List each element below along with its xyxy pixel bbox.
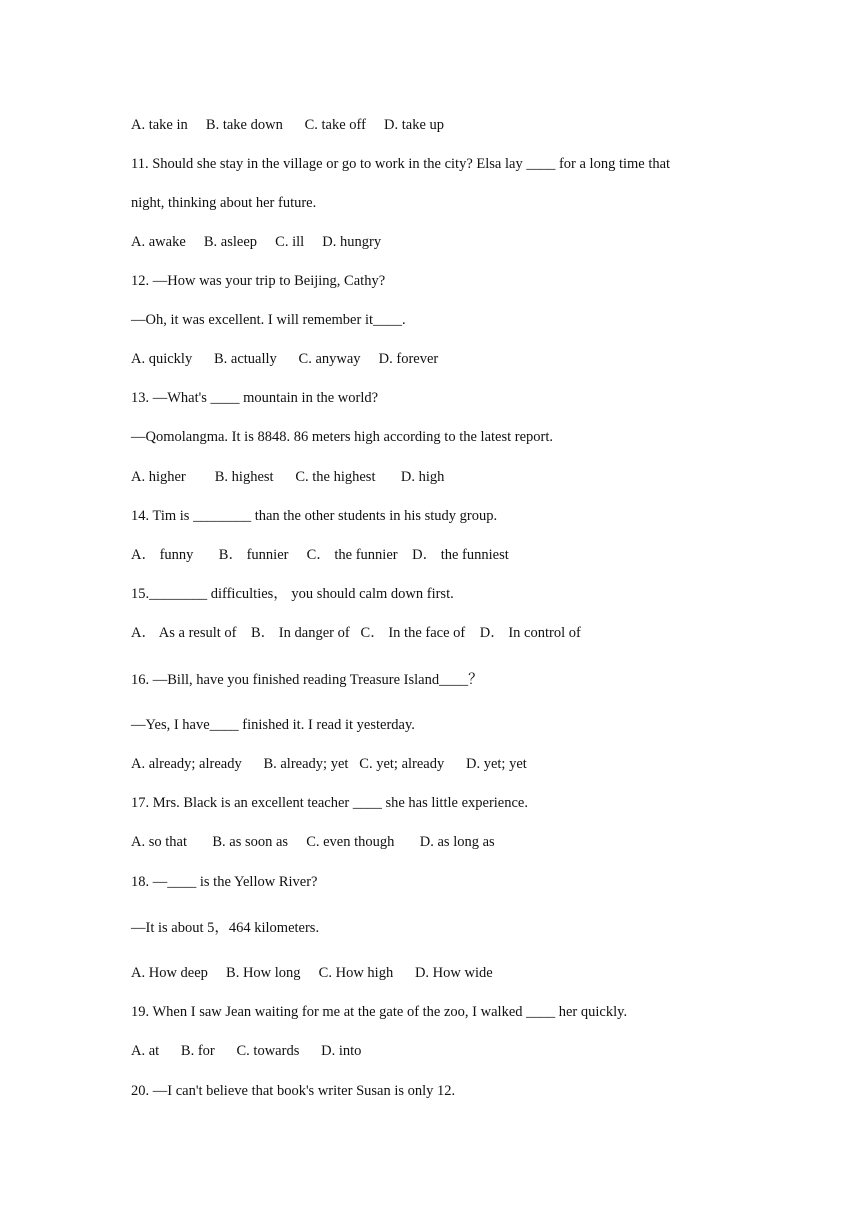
q11-question-cont: night, thinking about her future. bbox=[131, 195, 317, 211]
q12-answer-line: —Oh, it was excellent. I will remember it____. bbox=[131, 312, 406, 328]
q15-options: A． As a result of B． In danger of C． In the face of D． In control of bbox=[131, 625, 581, 641]
q13-answer-line: —Qomolangma. It is 8848. 86 meters high according to the latest report. bbox=[131, 429, 554, 445]
q19-options: A. at B. for C. towards D. into bbox=[131, 1043, 362, 1059]
q18-options: A. How deep B. How long C. How high D. How wide bbox=[131, 965, 493, 981]
q16-question: 16. —Bill, have you finished reading Treasure Island____？ bbox=[131, 672, 483, 688]
q15-question: 15.________ difficulties， you should calm down first. bbox=[131, 586, 454, 602]
q20-question: 20. —I can't believe that book's writer Susan is only 12. bbox=[131, 1083, 456, 1099]
q11-options: A. awake B. asleep C. ill D. hungry bbox=[131, 234, 382, 250]
q13-question: 13. —What's ____ mountain in the world? bbox=[131, 390, 379, 406]
q16-answer-line: —Yes, I have____ finished it. I read it yesterday. bbox=[131, 717, 415, 733]
q18-question: 18. —____ is the Yellow River? bbox=[131, 874, 318, 890]
q14-question: 14. Tim is ________ than the other students in his study group. bbox=[131, 508, 498, 524]
q17-options: A. so that B. as soon as C. even though D. as long as bbox=[131, 834, 495, 850]
q12-question: 12. —How was your trip to Beijing, Cathy? bbox=[131, 273, 386, 289]
q19-question: 19. When I saw Jean waiting for me at the gate of the zoo, I walked ____ her quickly. bbox=[131, 1004, 628, 1020]
q16-options: A. already; already B. already; yet C. yet; already D. yet; yet bbox=[131, 756, 527, 772]
q11-question: 11. Should she stay in the village or go to work in the city? Elsa lay ____ for a long time that bbox=[131, 156, 671, 172]
q14-options: A． funny B． funnier C． the funnier D． the funniest bbox=[131, 547, 509, 563]
q17-question: 17. Mrs. Black is an excellent teacher ____ she has little experience. bbox=[131, 795, 528, 811]
q10-options: A. take in B. take down C. take off D. take up bbox=[131, 117, 445, 133]
q12-options: A. quickly B. actually C. anyway D. forever bbox=[131, 351, 439, 367]
q13-options: A. higher B. highest C. the highest D. high bbox=[131, 469, 445, 485]
q18-answer-line: —It is about 5，464 kilometers. bbox=[131, 920, 320, 936]
